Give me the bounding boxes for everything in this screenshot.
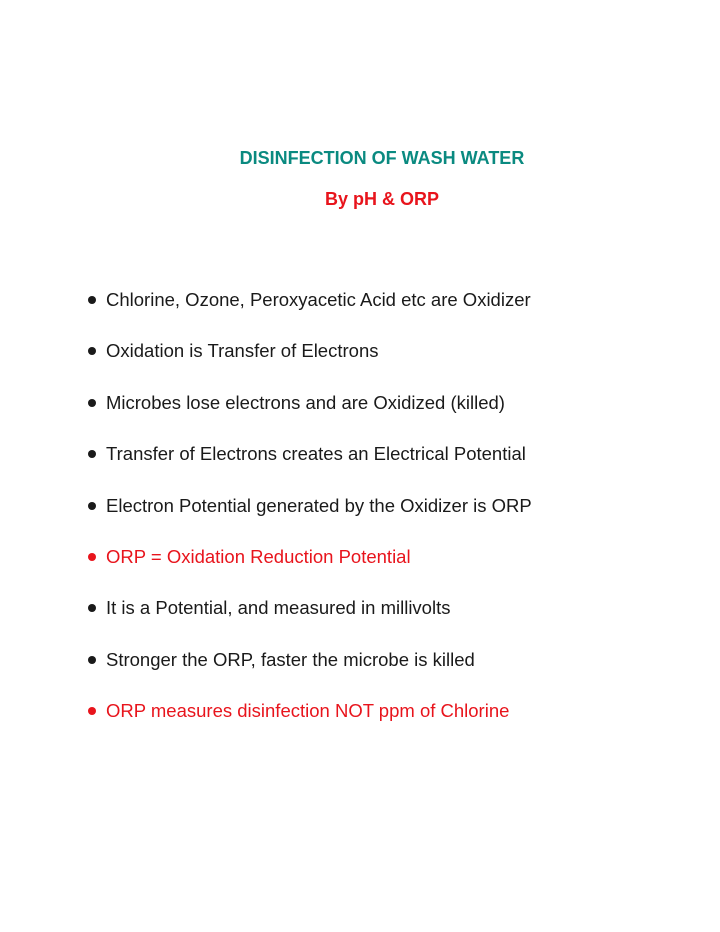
bullet-dot-icon <box>88 296 96 304</box>
bullet-text: Oxidation is Transfer of Electrons <box>106 340 379 362</box>
bullet-dot-icon <box>88 707 96 715</box>
page-title: DISINFECTION OF WASH WATER <box>239 148 525 168</box>
bullet-text: ORP measures disinfection NOT ppm of Chlorine <box>106 700 510 722</box>
bullet-dot-icon <box>88 502 96 510</box>
bullet-text: ORP = Oxidation Reduction Potential <box>106 545 411 567</box>
bullet-text: Microbes lose electrons and are Oxidized (killed) <box>106 391 505 413</box>
bullet-text: Chlorine, Ozone, Peroxyacetic Acid etc are Oxidizer <box>106 289 531 310</box>
page-subtitle: By pH & ORP <box>324 189 439 209</box>
bullet-text: It is a Potential, and measured in millivolts <box>106 597 451 619</box>
bullet-dot-icon <box>88 399 96 407</box>
bullet-dot-icon <box>88 450 96 458</box>
bullet-text: Transfer of Electrons creates an Electrical Potential <box>106 443 526 465</box>
bullet-dot-icon <box>88 347 96 355</box>
bullet-dot-icon <box>88 604 96 612</box>
bullet-text: Stronger the ORP, faster the microbe is killed <box>106 648 475 670</box>
bullet-text: Electron Potential generated by the Oxidizer is ORP <box>106 494 532 516</box>
bullet-dot-icon <box>88 656 96 664</box>
bullet-dot-icon <box>88 553 96 561</box>
